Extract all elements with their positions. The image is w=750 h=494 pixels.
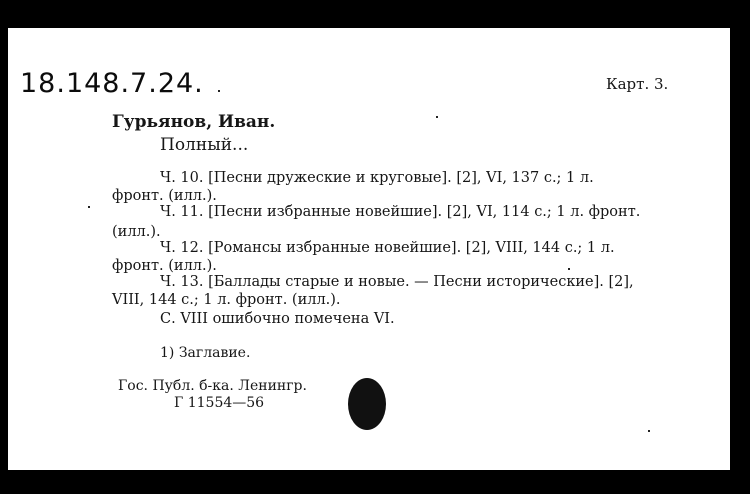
speck xyxy=(648,430,650,432)
pagination-note: С. VIII ошибочно помечена VI. xyxy=(160,311,395,327)
entry-line-8: VIII, 144 с.; 1 л. фронт. (илл.). xyxy=(112,292,341,308)
punch-hole xyxy=(348,378,386,430)
entry-line-6: фронт. (илл.). xyxy=(112,258,217,274)
entry-line-5: Ч. 12. [Романсы избранные новейшие]. [2], VIII, 144 с.; 1 л. xyxy=(160,240,615,256)
title-line: Полный... xyxy=(160,135,249,155)
subject-tracing: 1) Заглавие. xyxy=(160,345,251,361)
speck xyxy=(568,268,570,270)
author-heading: Гурьянов, Иван. xyxy=(112,112,276,132)
entry-line-2: фронт. (илл.). xyxy=(112,188,217,204)
speck xyxy=(88,206,90,208)
entry-line-1: Ч. 10. [Песни дружеские и круговые]. [2], VI, 137 с.; 1 л. xyxy=(160,170,594,186)
entry-line-7: Ч. 13. [Баллады старые и новые. — Песни исторические]. [2], xyxy=(160,274,634,290)
card-number: Карт. 3. xyxy=(606,75,669,93)
speck xyxy=(436,116,438,118)
shelf-mark: Г 11554—56 xyxy=(174,395,265,411)
entry-line-3: Ч. 11. [Песни избранные новейшие]. [2], VI, 114 с.; 1 л. фронт. xyxy=(160,204,641,220)
entry-line-4: (илл.). xyxy=(112,224,161,240)
catalog-card xyxy=(8,28,730,470)
speck xyxy=(218,90,220,92)
call-number: 18.148.7.24. xyxy=(20,68,204,99)
library-stamp: Гос. Публ. б-ка. Ленингр. xyxy=(118,378,307,394)
